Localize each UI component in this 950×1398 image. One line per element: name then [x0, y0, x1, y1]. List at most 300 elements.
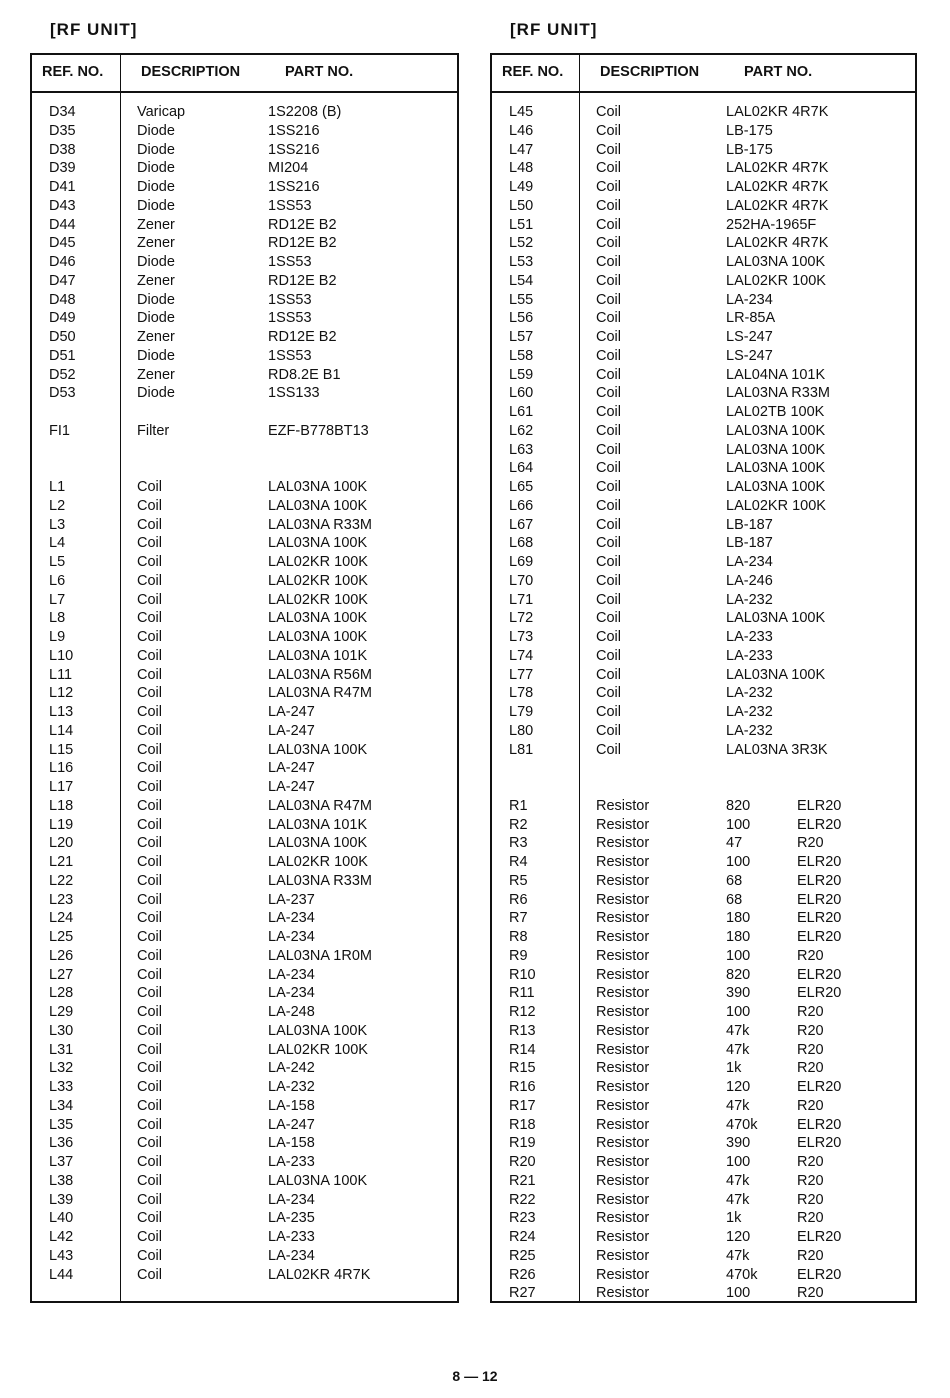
- cell-description: Coil: [137, 516, 162, 533]
- cell-description: Diode: [137, 122, 175, 139]
- table-row: [32, 328, 457, 347]
- table-row: [492, 1228, 915, 1247]
- cell-part-no: LAL02KR 4R7K: [726, 197, 829, 214]
- table-row: [32, 1172, 457, 1191]
- table-row: [32, 759, 457, 778]
- cell-part-suffix: ELR20: [797, 929, 842, 945]
- cell-ref-no: L2: [49, 497, 66, 514]
- cell-ref-no: L43: [49, 1247, 74, 1264]
- table-row: [492, 497, 915, 516]
- cell-description: Coil: [596, 254, 621, 270]
- table-row: [32, 347, 457, 366]
- table-row: [492, 1191, 915, 1210]
- cell-description: Resistor: [596, 1154, 650, 1170]
- cell-part-no: 47k: [726, 1097, 750, 1114]
- cell-ref-no: R21: [509, 1172, 536, 1189]
- table-row: [32, 122, 457, 141]
- table-row: [492, 741, 915, 760]
- cell-part-suffix: R20: [797, 1097, 824, 1114]
- cell-part-no: LAL03NA 101K: [268, 816, 368, 833]
- table-row: [492, 122, 915, 141]
- cell-part-no: 390: [726, 1135, 751, 1152]
- cell-description: Resistor: [596, 835, 650, 852]
- cell-description: Coil: [137, 591, 162, 608]
- cell-description: Coil: [596, 554, 621, 570]
- cell-part-no: LAL03NA 100K: [268, 835, 368, 852]
- table-row: [32, 141, 457, 160]
- cell-description: Coil: [137, 629, 162, 645]
- table-body: [492, 103, 915, 1303]
- cell-part-no: 820: [726, 966, 751, 983]
- cell-ref-no: L74: [509, 647, 534, 664]
- cell-part-suffix: R20: [797, 1247, 824, 1264]
- table-row: [32, 778, 457, 797]
- cell-part-no: LA-248: [268, 1004, 315, 1020]
- cell-part-no: LAL03NA 100K: [726, 610, 826, 627]
- left-parts-table: [30, 53, 459, 1303]
- cell-description: Coil: [596, 329, 621, 345]
- table-row: [492, 478, 915, 497]
- cell-ref-no: R14: [509, 1041, 536, 1058]
- cell-ref-no: L54: [509, 272, 534, 289]
- cell-part-no: LAL02TB 100K: [726, 404, 825, 420]
- cell-part-no: LA-247: [268, 1116, 315, 1133]
- cell-ref-no: R8: [509, 929, 528, 945]
- table-row: [32, 1022, 457, 1041]
- cell-description: Coil: [137, 1266, 162, 1283]
- cell-description: Coil: [596, 460, 621, 477]
- cell-part-no: LS-247: [726, 329, 773, 345]
- cell-part-no: LA-233: [726, 629, 773, 645]
- cell-part-no: 1SS53: [268, 347, 312, 364]
- table-row: [492, 609, 915, 628]
- cell-description: Coil: [596, 141, 621, 158]
- cell-description: Varicap: [137, 104, 186, 120]
- cell-description: Zener: [137, 235, 175, 252]
- cell-description: Resistor: [596, 854, 650, 870]
- cell-part-suffix: ELR20: [797, 985, 842, 1002]
- cell-description: Resistor: [596, 966, 650, 983]
- cell-part-no: 180: [726, 910, 751, 927]
- cell-description: Coil: [596, 610, 621, 627]
- table-row: [492, 1003, 915, 1022]
- cell-description: Coil: [137, 1172, 162, 1189]
- cell-description: Resistor: [596, 1097, 650, 1114]
- cell-part-no: LAL04NA 101K: [726, 366, 826, 383]
- cell-ref-no: L25: [49, 929, 74, 945]
- table-row: [492, 591, 915, 610]
- table-row: [32, 1041, 457, 1060]
- cell-ref-no: FI1: [49, 422, 70, 439]
- cell-ref-no: L11: [49, 666, 73, 683]
- table-header: [32, 55, 457, 93]
- cell-ref-no: L61: [509, 404, 534, 420]
- cell-ref-no: D43: [49, 197, 76, 214]
- table-row: [32, 628, 457, 647]
- table-row: [32, 1153, 457, 1172]
- cell-ref-no: R17: [509, 1097, 536, 1114]
- table-row: [32, 928, 457, 947]
- cell-ref-no: R16: [509, 1079, 536, 1095]
- cell-ref-no: R19: [509, 1135, 536, 1152]
- table-row: [492, 984, 915, 1003]
- cell-ref-no: R12: [509, 1004, 536, 1020]
- header-description: DESCRIPTION: [141, 64, 241, 80]
- table-row: [32, 872, 457, 891]
- table-row: [32, 722, 457, 741]
- cell-ref-no: L48: [509, 160, 534, 177]
- cell-ref-no: D38: [49, 141, 76, 158]
- cell-ref-no: L44: [49, 1266, 74, 1283]
- cell-ref-no: L80: [509, 722, 534, 739]
- cell-description: Resistor: [596, 1191, 650, 1208]
- cell-description: Diode: [137, 385, 175, 402]
- cell-ref-no: D34: [49, 104, 76, 120]
- table-row: [492, 347, 915, 366]
- cell-ref-no: D45: [49, 235, 76, 252]
- cell-ref-no: L20: [49, 835, 74, 852]
- cell-part-no: LAL02KR 4R7K: [726, 179, 829, 195]
- cell-part-no: LAL03NA 100K: [726, 254, 826, 270]
- cell-ref-no: L71: [509, 591, 534, 608]
- cell-description: Coil: [596, 666, 621, 683]
- cell-ref-no: R15: [509, 1060, 536, 1077]
- cell-description: Coil: [596, 291, 621, 308]
- cell-ref-no: L5: [49, 554, 66, 570]
- cell-part-no: 252HA-1965F: [726, 216, 817, 233]
- cell-ref-no: R7: [509, 910, 528, 927]
- table-row: [492, 422, 915, 441]
- cell-description: Coil: [137, 1210, 162, 1227]
- cell-description: Zener: [137, 216, 175, 233]
- cell-description: Coil: [137, 1097, 162, 1114]
- right-section-heading: [RF UNIT]: [510, 20, 598, 39]
- cell-part-suffix: R20: [797, 1022, 824, 1039]
- cell-description: Coil: [137, 479, 162, 495]
- cell-part-no: LA-234: [726, 291, 773, 308]
- table-row: [492, 1022, 915, 1041]
- cell-description: Coil: [596, 179, 621, 195]
- cell-ref-no: R11: [509, 985, 535, 1002]
- cell-ref-no: L67: [509, 516, 534, 533]
- header-description: DESCRIPTION: [600, 64, 700, 80]
- cell-part-no: 470k: [726, 1116, 758, 1133]
- cell-part-no: 100: [726, 854, 751, 870]
- cell-part-no: LA-237: [268, 891, 315, 908]
- table-row: [492, 403, 915, 422]
- table-row: [492, 853, 915, 872]
- table-row: [492, 1097, 915, 1116]
- cell-description: Coil: [137, 647, 162, 664]
- cell-part-no: LAL03NA 1R0M: [268, 947, 372, 964]
- cell-description: Coil: [137, 1004, 162, 1020]
- cell-part-no: 1SS53: [268, 254, 312, 270]
- cell-ref-no: L77: [509, 666, 534, 683]
- cell-description: Coil: [137, 685, 162, 702]
- table-row: [492, 366, 915, 385]
- cell-description: Coil: [137, 1247, 162, 1264]
- table-row: [32, 984, 457, 1003]
- cell-description: Diode: [137, 254, 175, 270]
- cell-part-suffix: ELR20: [797, 1079, 842, 1095]
- cell-description: Coil: [137, 610, 162, 627]
- header-part-no: PART NO.: [744, 64, 813, 80]
- table-row: [32, 1078, 457, 1097]
- cell-part-no: 68: [726, 891, 743, 908]
- cell-description: Coil: [596, 385, 621, 402]
- cell-description: Coil: [596, 591, 621, 608]
- cell-part-no: LAL02KR 4R7K: [268, 1266, 371, 1283]
- cell-part-no: LA-242: [268, 1060, 315, 1077]
- table-row: [32, 1097, 457, 1116]
- cell-part-no: RD12E B2: [268, 329, 337, 345]
- cell-part-no: LAL03NA R33M: [726, 385, 830, 402]
- table-row: [32, 1228, 457, 1247]
- table-row: [492, 234, 915, 253]
- table-row: [492, 703, 915, 722]
- table-row: [32, 1266, 457, 1285]
- cell-ref-no: D35: [49, 122, 76, 139]
- cell-part-no: 390: [726, 985, 751, 1002]
- cell-description: Coil: [596, 497, 621, 514]
- table-row: [32, 703, 457, 722]
- cell-description: Resistor: [596, 1247, 650, 1264]
- cell-ref-no: L36: [49, 1135, 74, 1152]
- cell-description: Coil: [137, 891, 162, 908]
- cell-part-no: LA-158: [268, 1135, 315, 1152]
- table-row: [32, 459, 457, 478]
- cell-description: Coil: [137, 797, 162, 814]
- cell-description: Coil: [596, 535, 621, 552]
- table-row: [32, 909, 457, 928]
- table-body: [32, 103, 457, 1284]
- cell-ref-no: L66: [509, 497, 534, 514]
- cell-description: Diode: [137, 347, 175, 364]
- cell-part-no: LAL02KR 4R7K: [726, 160, 829, 177]
- cell-part-no: LAL03NA 101K: [268, 647, 368, 664]
- cell-description: Coil: [137, 666, 162, 683]
- table-row: [492, 797, 915, 816]
- cell-ref-no: L21: [49, 854, 74, 870]
- table-row: [492, 928, 915, 947]
- cell-ref-no: L31: [49, 1041, 74, 1058]
- cell-part-no: 1SS133: [268, 385, 320, 402]
- table-row: [492, 1041, 915, 1060]
- cell-ref-no: R9: [509, 947, 528, 964]
- cell-part-no: LAL03NA 100K: [726, 422, 826, 439]
- cell-ref-no: L59: [509, 366, 534, 383]
- cell-part-no: 47: [726, 835, 743, 852]
- cell-description: Coil: [596, 404, 621, 420]
- cell-description: Filter: [137, 422, 170, 439]
- table-row: [492, 666, 915, 685]
- table-row: [32, 1116, 457, 1135]
- table-row: [492, 178, 915, 197]
- cell-part-no: RD12E B2: [268, 235, 337, 252]
- cell-description: Coil: [137, 1135, 162, 1152]
- table-row: [32, 966, 457, 985]
- cell-part-no: 470k: [726, 1266, 758, 1283]
- cell-ref-no: D44: [49, 216, 76, 233]
- cell-part-no: LR-85A: [726, 310, 776, 327]
- cell-ref-no: D49: [49, 310, 76, 327]
- cell-description: Coil: [137, 1022, 162, 1039]
- table-row: [492, 572, 915, 591]
- cell-part-suffix: ELR20: [797, 872, 842, 889]
- cell-description: Coil: [596, 441, 621, 458]
- cell-part-no: 1SS53: [268, 291, 312, 308]
- cell-part-no: LB-175: [726, 141, 773, 158]
- cell-ref-no: D41: [49, 179, 76, 195]
- cell-ref-no: L29: [49, 1004, 74, 1020]
- table-row: [492, 516, 915, 535]
- cell-description: Coil: [596, 741, 621, 758]
- cell-description: Resistor: [596, 1172, 650, 1189]
- cell-ref-no: L79: [509, 704, 534, 720]
- cell-part-no: RD12E B2: [268, 272, 337, 289]
- table-row: [492, 459, 915, 478]
- cell-description: Coil: [596, 722, 621, 739]
- cell-part-no: LAL03NA R47M: [268, 797, 372, 814]
- cell-ref-no: L34: [49, 1097, 74, 1114]
- cell-description: Coil: [137, 1154, 162, 1170]
- cell-description: Coil: [596, 104, 621, 120]
- cell-part-no: 120: [726, 1079, 751, 1095]
- header-ref-no: REF. NO.: [42, 64, 104, 80]
- table-row: [32, 609, 457, 628]
- cell-part-no: LA-232: [268, 1079, 315, 1095]
- cell-part-no: 180: [726, 929, 751, 945]
- cell-part-no: LA-234: [268, 1191, 315, 1208]
- cell-part-no: 1k: [726, 1060, 742, 1077]
- cell-description: Resistor: [596, 1079, 650, 1095]
- cell-description: Coil: [137, 497, 162, 514]
- cell-part-suffix: R20: [797, 835, 824, 852]
- cell-part-no: LA-232: [726, 685, 773, 702]
- cell-part-no: LAL03NA R56M: [268, 666, 372, 683]
- table-row: [492, 891, 915, 910]
- cell-description: Resistor: [596, 1285, 650, 1302]
- cell-ref-no: L57: [509, 329, 534, 345]
- table-row: [32, 1134, 457, 1153]
- cell-ref-no: L13: [49, 704, 74, 720]
- cell-ref-no: D51: [49, 347, 76, 364]
- cell-part-no: LAL02KR 4R7K: [726, 104, 829, 120]
- cell-part-suffix: ELR20: [797, 1229, 842, 1245]
- table-row: [492, 1284, 915, 1303]
- cell-description: Resistor: [596, 1210, 650, 1227]
- table-row: [492, 141, 915, 160]
- cell-ref-no: L50: [509, 197, 534, 214]
- cell-ref-no: R13: [509, 1022, 536, 1039]
- cell-ref-no: L6: [49, 572, 66, 589]
- cell-part-suffix: R20: [797, 947, 824, 964]
- cell-part-no: 100: [726, 816, 751, 833]
- cell-description: Diode: [137, 141, 175, 158]
- cell-description: Diode: [137, 310, 175, 327]
- cell-part-no: LAL03NA 3R3K: [726, 741, 828, 758]
- cell-ref-no: L4: [49, 535, 66, 552]
- cell-part-no: LAL02KR 100K: [268, 591, 368, 608]
- table-row: [32, 272, 457, 291]
- cell-part-no: 1S2208 (B): [268, 104, 342, 120]
- cell-ref-no: L40: [49, 1210, 74, 1227]
- right-parts-table: [490, 53, 917, 1303]
- cell-part-no: 100: [726, 1004, 751, 1020]
- cell-description: Coil: [137, 1229, 162, 1245]
- cell-description: Coil: [596, 272, 621, 289]
- cell-description: Coil: [137, 947, 162, 964]
- cell-description: Coil: [596, 122, 621, 139]
- cell-description: Diode: [137, 179, 175, 195]
- table-row: [32, 853, 457, 872]
- cell-part-no: LAL02KR 4R7K: [726, 235, 829, 252]
- cell-part-suffix: R20: [797, 1172, 824, 1189]
- cell-part-no: LA-235: [268, 1210, 315, 1227]
- cell-ref-no: L52: [509, 235, 534, 252]
- cell-part-no: LAL03NA 100K: [726, 479, 826, 495]
- table-row: [32, 666, 457, 685]
- cell-description: Coil: [596, 647, 621, 664]
- cell-description: Coil: [137, 1116, 162, 1133]
- cell-part-no: LAL03NA 100K: [268, 497, 368, 514]
- cell-ref-no: L68: [509, 535, 534, 552]
- cell-description: Coil: [137, 1079, 162, 1095]
- table-row: [492, 1247, 915, 1266]
- cell-description: Coil: [137, 554, 162, 570]
- cell-part-no: 120: [726, 1229, 751, 1245]
- table-row: [32, 422, 457, 441]
- table-row: [32, 253, 457, 272]
- cell-description: Coil: [137, 741, 162, 758]
- table-row: [492, 966, 915, 985]
- table-row: [492, 159, 915, 178]
- cell-ref-no: R3: [509, 835, 528, 852]
- cell-part-no: LA-234: [268, 1247, 315, 1264]
- cell-description: Zener: [137, 329, 175, 345]
- cell-description: Resistor: [596, 947, 650, 964]
- cell-part-no: 1k: [726, 1210, 742, 1227]
- cell-ref-no: D46: [49, 254, 76, 270]
- cell-part-no: LAL03NA 100K: [268, 1022, 368, 1039]
- cell-ref-no: L10: [49, 647, 74, 664]
- cell-part-no: 47k: [726, 1191, 750, 1208]
- cell-description: Coil: [137, 910, 162, 927]
- cell-part-no: 100: [726, 1285, 751, 1302]
- table-row: [32, 1059, 457, 1078]
- cell-description: Resistor: [596, 1135, 650, 1152]
- table-row: [492, 1153, 915, 1172]
- cell-part-no: RD8.2E B1: [268, 366, 341, 383]
- cell-part-suffix: R20: [797, 1004, 824, 1020]
- cell-description: Diode: [137, 160, 175, 177]
- cell-description: Coil: [596, 572, 621, 589]
- cell-part-no: RD12E B2: [268, 216, 337, 233]
- cell-ref-no: L32: [49, 1060, 74, 1077]
- cell-ref-no: D39: [49, 160, 76, 177]
- cell-part-no: LS-247: [726, 347, 773, 364]
- cell-ref-no: R10: [509, 966, 536, 983]
- cell-description: Zener: [137, 366, 175, 383]
- header-part-no: PART NO.: [285, 64, 354, 80]
- table-row: [492, 722, 915, 741]
- table-row: [32, 553, 457, 572]
- cell-ref-no: L9: [49, 629, 66, 645]
- cell-ref-no: L60: [509, 385, 534, 402]
- cell-part-no: LA-232: [726, 591, 773, 608]
- cell-part-no: LA-234: [268, 985, 315, 1002]
- cell-description: Coil: [137, 929, 162, 945]
